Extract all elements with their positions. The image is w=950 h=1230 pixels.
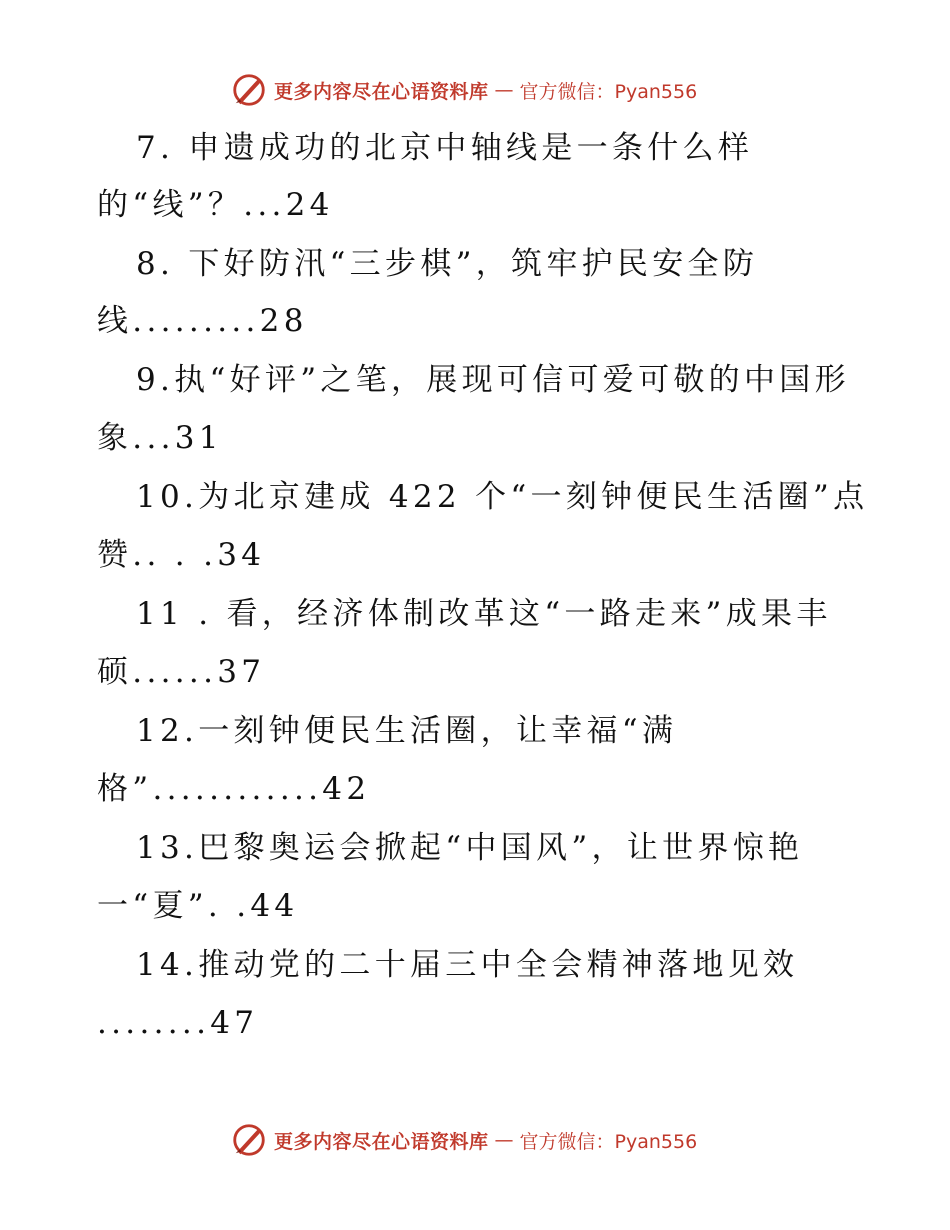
quill-logo-icon <box>230 1121 268 1159</box>
watermark-banner-bottom <box>230 1120 720 1160</box>
toc-entry-10-line-2: 赞.. . .34 <box>97 537 266 573</box>
toc-entry-14-line-1: 14.推动党的二十届三中全会精神落地见效 <box>136 947 799 983</box>
toc-entry-9-line-2: 象...31 <box>97 420 223 456</box>
toc-entry-14-line-2: ........47 <box>97 1005 259 1041</box>
toc-entry-13-line-1: 13.巴黎奥运会掀起“中国风”，让世界惊艳 <box>136 830 804 866</box>
watermark-separator: — <box>494 79 514 101</box>
watermark-brand: 更多内容尽在心语资料库 <box>274 1130 489 1153</box>
toc-entry-12-line-1: 12.一刻钟便民生活圈，让幸福“满 <box>136 713 678 749</box>
watermark-brand: 更多内容尽在心语资料库 <box>274 80 489 103</box>
toc-entry-9-line-1: 9.执“好评”之笔，展现可信可爱可敬的中国形 <box>136 362 850 398</box>
watermark-contact: 官方微信：Pyan556 <box>519 80 698 103</box>
toc-entry-8-line-1: 8. 下好防汛“三步棋”，筑牢护民安全防 <box>136 246 759 282</box>
toc-entry-7-line-1: 7. 申遗成功的北京中轴线是一条什么样 <box>136 130 754 166</box>
watermark-contact: 官方微信：Pyan556 <box>519 1130 698 1153</box>
toc-entry-11-line-2: 硕......37 <box>97 654 266 690</box>
toc-entry-7-line-2: 的“线”？...24 <box>97 187 334 223</box>
toc-entry-12-line-2: 格”............42 <box>97 771 371 807</box>
toc-entry-13-line-2: 一“夏”. .44 <box>97 888 299 924</box>
watermark-separator: — <box>494 1129 514 1151</box>
toc-entry-8-line-2: 线.........28 <box>97 303 308 339</box>
toc-entry-10-line-1: 10.为北京建成 422 个“一刻钟便民生活圈”点 <box>136 479 869 515</box>
toc-entry-11-line-1: 11 . 看，经济体制改革这“一路走来”成果丰 <box>136 596 832 632</box>
